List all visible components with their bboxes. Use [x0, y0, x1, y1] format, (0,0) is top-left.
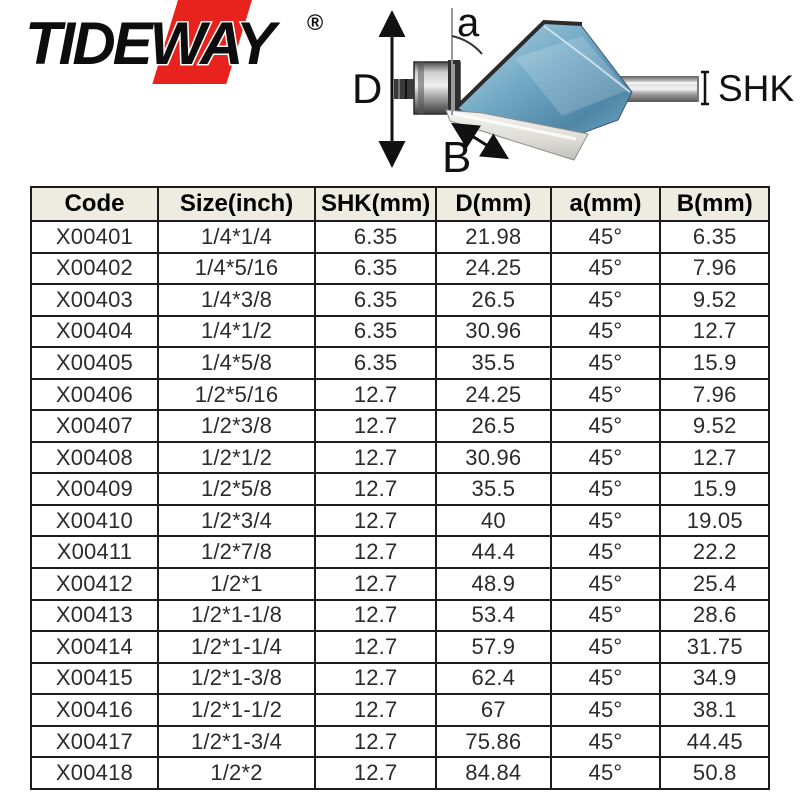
table-cell: 45° [551, 379, 661, 411]
bearing-graphic [394, 60, 460, 116]
table-cell: 44.45 [660, 726, 769, 758]
table-row [31, 473, 769, 505]
table-cell: 75.86 [436, 726, 550, 758]
table-cell: 1/4*5/8 [158, 347, 315, 379]
table-row [31, 726, 769, 758]
table-cell: 15.9 [660, 347, 769, 379]
brand-name: TIDEWAY [25, 10, 273, 77]
table-cell: 45° [551, 473, 661, 505]
table-cell: 35.5 [436, 473, 550, 505]
table-cell: 67 [436, 694, 550, 726]
table-cell: 24.25 [436, 379, 550, 411]
table-cell: X00409 [31, 473, 158, 505]
table-row [31, 663, 769, 695]
table-cell: X00416 [31, 694, 158, 726]
table-cell: 1/2*1-1/2 [158, 694, 315, 726]
table-cell: X00410 [31, 505, 158, 537]
table-cell: 12.7 [315, 410, 436, 442]
table-cell: 45° [551, 410, 661, 442]
table-cell: 45° [551, 442, 661, 474]
table-cell: X00403 [31, 284, 158, 316]
table-cell: 6.35 [660, 221, 769, 253]
table-cell: 12.7 [315, 726, 436, 758]
table-cell: 7.96 [660, 253, 769, 285]
table-cell: 45° [551, 316, 661, 348]
table-cell: 22.2 [660, 536, 769, 568]
table-cell: 21.98 [436, 221, 550, 253]
table-cell: 7.96 [660, 379, 769, 411]
table-cell: 45° [551, 284, 661, 316]
table-cell: 6.35 [315, 347, 436, 379]
table-cell: 45° [551, 253, 661, 285]
table-cell: 31.75 [660, 631, 769, 663]
table-cell: 45° [551, 505, 661, 537]
column-header: SHK(mm) [315, 187, 436, 221]
table-cell: 1/2*1-1/4 [158, 631, 315, 663]
table-cell: 45° [551, 221, 661, 253]
table-cell: 35.5 [436, 347, 550, 379]
brand-logo [25, 0, 337, 105]
table-cell: 1/2*5/16 [158, 379, 315, 411]
table-cell: 9.52 [660, 284, 769, 316]
shank-tick-mark [701, 72, 709, 104]
table-cell: 25.4 [660, 568, 769, 600]
table-cell: 45° [551, 694, 661, 726]
table-cell: 12.7 [315, 694, 436, 726]
table-cell: 84.84 [436, 757, 550, 789]
label-a: a [457, 1, 480, 45]
table-row [31, 316, 769, 348]
table-cell: X00408 [31, 442, 158, 474]
table-cell: 6.35 [315, 221, 436, 253]
table-cell: 1/2*3/8 [158, 410, 315, 442]
table-row [31, 631, 769, 663]
table-cell: 12.7 [315, 600, 436, 632]
table-cell: 24.25 [436, 253, 550, 285]
table-cell: 45° [551, 726, 661, 758]
table-cell: 12.7 [315, 505, 436, 537]
table-cell: 6.35 [315, 316, 436, 348]
table-row [31, 221, 769, 253]
table-cell: 1/2*1 [158, 568, 315, 600]
table-cell: X00402 [31, 253, 158, 285]
table-cell: 12.7 [315, 631, 436, 663]
table-row [31, 694, 769, 726]
table-cell: 28.6 [660, 600, 769, 632]
table-cell: 44.4 [436, 536, 550, 568]
label-d: D [352, 65, 383, 112]
table-cell: 45° [551, 757, 661, 789]
table-cell: 26.5 [436, 284, 550, 316]
table-cell: 53.4 [436, 600, 550, 632]
table-cell: 1/2*1/2 [158, 442, 315, 474]
table-cell: 12.7 [315, 663, 436, 695]
table-cell: 15.9 [660, 473, 769, 505]
table-cell: X00411 [31, 536, 158, 568]
table-cell: 12.7 [315, 473, 436, 505]
table-cell: 1/4*5/16 [158, 253, 315, 285]
table-cell: 62.4 [436, 663, 550, 695]
table-cell: 12.7 [315, 536, 436, 568]
table-row [31, 568, 769, 600]
table-row [31, 536, 769, 568]
table-row [31, 379, 769, 411]
label-b: B [442, 133, 472, 175]
table-cell: X00406 [31, 379, 158, 411]
table-cell: X00412 [31, 568, 158, 600]
table-cell: 12.7 [660, 316, 769, 348]
table-cell: 1/2*3/4 [158, 505, 315, 537]
table-cell: 1/2*2 [158, 757, 315, 789]
table-cell: 12.7 [315, 568, 436, 600]
table-row [31, 410, 769, 442]
table-row [31, 347, 769, 379]
table-cell: 1/2*5/8 [158, 473, 315, 505]
table-cell: 1/2*7/8 [158, 536, 315, 568]
label-shk: SHK [718, 68, 795, 109]
column-header: a(mm) [551, 187, 661, 221]
table-cell: 57.9 [436, 631, 550, 663]
table-cell: 12.7 [315, 442, 436, 474]
table-row [31, 284, 769, 316]
table-cell: 26.5 [436, 410, 550, 442]
table-cell: 45° [551, 536, 661, 568]
table-cell: 30.96 [436, 316, 550, 348]
registered-trademark-icon: ® [307, 10, 324, 35]
column-header: D(mm) [436, 187, 550, 221]
table-cell: 1/2*1-1/8 [158, 600, 315, 632]
column-header: Size(inch) [158, 187, 315, 221]
table-cell: X00405 [31, 347, 158, 379]
table-cell: 38.1 [660, 694, 769, 726]
table-cell: 45° [551, 631, 661, 663]
table-cell: 6.35 [315, 253, 436, 285]
table-header-row [31, 187, 769, 221]
table-cell: 30.96 [436, 442, 550, 474]
table-cell: 48.9 [436, 568, 550, 600]
spec-table [30, 186, 770, 790]
table-row [31, 253, 769, 285]
table-row [31, 505, 769, 537]
table-cell: 1/2*1-3/8 [158, 663, 315, 695]
table-cell: 1/4*1/2 [158, 316, 315, 348]
table-cell: X00413 [31, 600, 158, 632]
table-cell: 9.52 [660, 410, 769, 442]
table-cell: 45° [551, 600, 661, 632]
table-cell: 19.05 [660, 505, 769, 537]
table-cell: 1/4*3/8 [158, 284, 315, 316]
table-cell: 12.7 [315, 757, 436, 789]
table-cell: 34.9 [660, 663, 769, 695]
router-bit-diagram [330, 0, 800, 175]
table-cell: 45° [551, 568, 661, 600]
table-cell: 50.8 [660, 757, 769, 789]
table-cell: X00417 [31, 726, 158, 758]
table-cell: 6.35 [315, 284, 436, 316]
table-cell: 45° [551, 347, 661, 379]
table-cell: 45° [551, 663, 661, 695]
table-cell: 12.7 [660, 442, 769, 474]
table-row [31, 757, 769, 789]
table-body [31, 221, 769, 789]
table-row [31, 442, 769, 474]
table-cell: 12.7 [315, 379, 436, 411]
column-header: B(mm) [660, 187, 769, 221]
column-header: Code [31, 187, 158, 221]
table-row [31, 600, 769, 632]
table-cell: X00418 [31, 757, 158, 789]
table-cell: X00407 [31, 410, 158, 442]
table-cell: X00415 [31, 663, 158, 695]
table-cell: 1/2*1-3/4 [158, 726, 315, 758]
table-cell: 1/4*1/4 [158, 221, 315, 253]
table-cell: X00404 [31, 316, 158, 348]
table-cell: 40 [436, 505, 550, 537]
table-cell: X00401 [31, 221, 158, 253]
table-cell: X00414 [31, 631, 158, 663]
